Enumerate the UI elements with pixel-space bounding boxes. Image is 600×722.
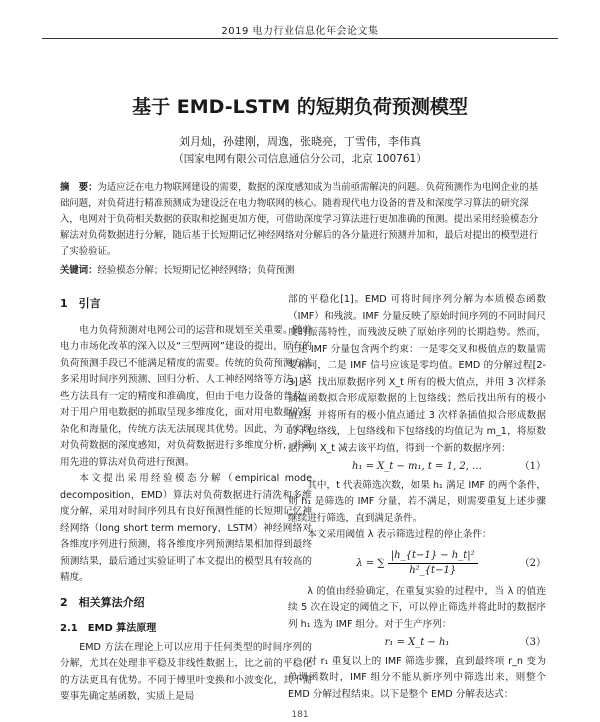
page-number: 181 — [291, 710, 309, 720]
subsection-heading-emd: 2.1 EMD 算法原理 — [60, 623, 157, 634]
equation-3 — [288, 635, 546, 652]
equation-2-numerator: |h_{t−1} − h_t|² — [388, 549, 478, 564]
emd-paragraph-5: 对 r₁ 重复以上的 IMF 筛选步骤，直到最终项 r_n 变为单调函数时，IMF 组分不能从新序列中筛选出来，则整个 EMD 分解过程结束。以下是整个 EMD 分解表达式： — [288, 655, 546, 700]
intro-paragraph-1: 电力负荷预测对电网公司的运营和规划至关重要。随着电力市场化改革的深入以及“三型两网”建设的提出，原有的负荷预测手段已不能满足精度的需要。传统的负荷预测方法多采用时间序列预测、回归分析、人工神经网络等方法，这些方法具有一定的精度和准确度，但由于电力设备的普及，对于用户用电数据的抓取呈现多维度化，面对用电数据的复杂化和海量化，传统方法无法展现其优势。因此，为了实现对负荷数据的深度感知，对负荷数据进行多维度分析，并采用先进的算法对负荷进行预测。 — [60, 324, 312, 468]
abstract — [60, 180, 540, 260]
section-heading-intro: 1 引言 — [60, 297, 101, 310]
keywords — [60, 262, 540, 276]
emd-paragraph-4: λ 的值由经验确定，在重复实验的过程中，当 λ 的值连续 5 次在设定的阈值之下，可以停止筛选并将此时的数据序列 h₁ 选为 IMF 组分。对于生产序列： — [288, 585, 546, 630]
equation-2-number: （2） — [519, 557, 546, 569]
equation-1-body: h₁ = X_t − m₁, t = 1, 2, … — [351, 461, 483, 472]
section-heading-related: 2 相关算法介绍 — [60, 595, 145, 609]
abstract-text: 为适应泛在电力物联网建设的需要，数据的深度感知成为当前亟需解决的问题。负荷预测作为电网企业的基础问题，对负荷进行精准预测成为建设泛在电力物联网的核心。随着现代电力设备的普及和深度学习算法的研究深入，电网对于负荷相关数据的获取和挖掘更加方便，可借助深度学习算法进行更加准确的预测。提出采用经验模态分解法对负荷数据进行分解，随后基于长短期记忆神经网络对分解后的各分量进行预测并加和，最后对提出的模型进行了实验验证。 — [60, 182, 539, 257]
intro-paragraph-2: 本文提出采用经验模态分解（empirical mode decomposition，EMD）算法对负荷数据进行清洗和多维度分解，采用对时间序列具有良好预测性能的长短期记忆神经网络（long short term memory，LSTM）神经网络对各维度序列进行预测，将各维度序列预测结果相加得到最终预测结果，最后通过实验证明了本文提出的模型具有较高的精度。 — [60, 473, 312, 583]
equation-3-number: （3） — [519, 637, 546, 648]
emd-paragraph-1: EMD 方法在理论上可以应用于任何类型的时间序列的分解，尤其在处理非平稳及非线性数据上，比之前的平稳化的方法更具有优势。不同于傅里叶变换和小波变化，其不需要事先确定基函数，实质上是局 — [60, 641, 312, 702]
abstract-label: 摘 要： — [60, 182, 98, 193]
header-rule — [42, 38, 558, 39]
equation-2-lhs: λ = ∑ — [356, 557, 385, 569]
right-column — [288, 292, 546, 703]
emd-paragraph-continued: 部的平稳化[1]。EMD 可将时间序列分解为本质模态函数（IMF）和残波。IMF 分量反映了原始时间序列的不同时间尺度的振荡特性，而残波反映了原始序列的长期趋势。然而，上述 IMF 分量包含两个约束：一是零交叉和极值点的数量需要相同，二是 IMF 信号应该是零均值。EMD 的分解过程[2-3]是：找出原数据序列 X_t 所有的极大值点，并用 3 次样条插值函数拟合形成原数据的上包络线；然后找出所有的极小值点，并将所有的极小值点通过 3 次样条插值拟合形成数据的下包络线，上包络线和下包络线的均值记为 m_1，将原数据序列 X_t 减去该平均值，得到一个新的数据序列： — [288, 294, 546, 454]
equation-2 — [288, 546, 546, 582]
emd-paragraph-3: 本文采用阈值 λ 表示筛选过程的停止条件： — [307, 529, 492, 540]
emd-paragraph-2: 其中，t 代表筛选次数，如果 h₁ 满足 IMF 的两个条件，则 h₁ 是筛选的 IMF 分量，若不满足，则需要重复上述步骤继续进行筛选，直到满足条件。 — [288, 479, 546, 524]
equation-3-body: r₁ = X_t − h₁ — [384, 637, 450, 648]
author-list: 刘月灿，孙建刚，周逸，张晓亮，丁雪伟，李伟真 — [179, 135, 421, 148]
equation-2-fraction — [388, 549, 478, 578]
equation-1 — [288, 459, 546, 476]
equation-1-number: （1） — [519, 461, 546, 472]
left-column — [60, 292, 312, 706]
keywords-label: 关键词： — [60, 265, 98, 276]
affiliation: （国家电网有限公司信息通信分公司，北京 100761） — [173, 153, 427, 165]
paper-title: 基于 EMD-LSTM 的短期负荷预测模型 — [132, 96, 468, 118]
keywords-text: 经验模态分解；长短期记忆神经网络；负荷预测 — [97, 265, 295, 276]
equation-2-denominator: h²_{t−1} — [409, 564, 457, 576]
running-header: 2019 电力行业信息化年会论文集 — [221, 26, 379, 37]
